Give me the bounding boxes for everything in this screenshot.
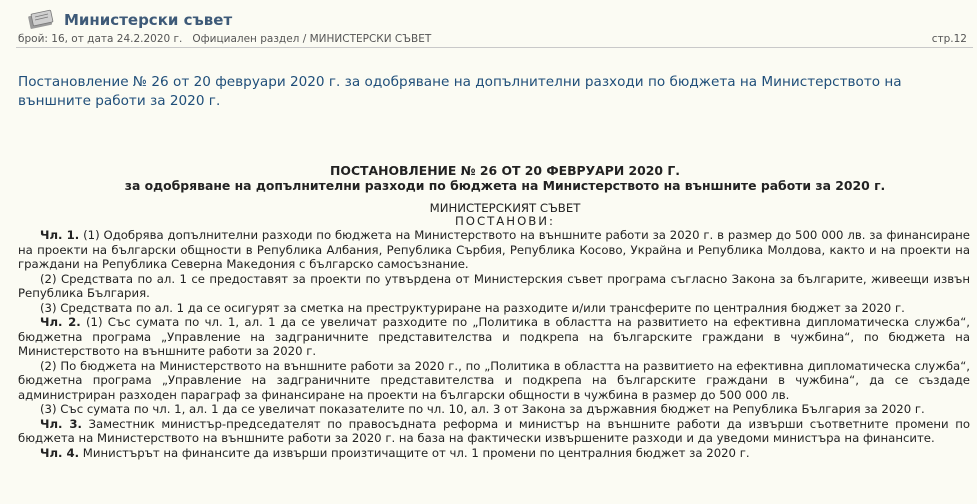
- article-label: Чл. 2.: [40, 315, 81, 329]
- page-number: стр.12: [931, 33, 967, 45]
- article-text: Заместник министър-председателят по правосъдната реформа и министър на външните работи да извърши съответните промени по бюджета на Министерството на външните работи за 2020 г. на база на фактически извършените разходи и да уведоми министъра на финансите.: [18, 416, 970, 445]
- article-text: (1) Със сумата по чл. 1, ал. 1 да се увеличат разходите по „Политика в областта на развитието на ефективна дипломатическа служба“, бюджетна програма „Управление на задграничните представителства и подкрепа на българските граждани в чужбина“, по бюджета на Министерството на външните работи за 2020 г.: [18, 315, 970, 358]
- document-subtitle: за одобряване на допълнителни разходи по бюджета на Министерството на външните работи за 2020 г.: [124, 178, 886, 193]
- article-text: (2) По бюджета на Министерството на външните работи за 2020 г., по „Политика в областта на развитието на ефективна дипломатическа служба“, бюджетна програма „Управление на задграничните представителства и подкрепа на българските граждани в чужбина“, да се създаде администриран разходен параграф за финансиране на проекти на български общности в чужбина в размер до 500 000 лв.: [18, 358, 970, 402]
- article-label: Чл. 4.: [40, 445, 80, 460]
- org-name-link[interactable]: Министерски съвет: [64, 11, 233, 29]
- article-4: [18, 446, 970, 461]
- article-2-para-2: [18, 359, 970, 403]
- document-heading: Постановление № 26 от 20 февруари 2020 г. за одобряване на допълнителни разходи по бюджета на Министерството на външните работи за 2020 г.: [18, 74, 902, 109]
- article-1-para-2: [18, 272, 970, 301]
- article-text: (3) Със сумата по чл. 1, ал. 1 да се увеличат показателите по чл. 10, ал. 3 от Закона за държавния бюджет на Република България за 2020 г.: [40, 402, 925, 416]
- newspaper-logo-icon: [26, 8, 56, 30]
- article-2-para-3: [18, 402, 970, 417]
- article-label: Чл. 3.: [40, 416, 82, 431]
- issue-meta: брой: 16, от дата 24.2.2020 г. Официален раздел / МИНИСТЕРСКИ СЪВЕТ: [18, 33, 432, 45]
- article-3: [18, 417, 970, 446]
- article-label: Чл. 1.: [40, 228, 80, 242]
- article-1: [18, 228, 970, 272]
- decrees-line: ПОСТАНОВИ:: [455, 214, 555, 228]
- header: [0, 0, 977, 48]
- header-divider: [16, 47, 973, 48]
- article-text: Министърът на финансите да извърши произтичащите от чл. 1 промени по централния бюджет за 2020 г.: [79, 445, 750, 460]
- article-text: (2) Средствата по ал. 1 се предоставят за проекти по утвърдена от Министерския съвет програма съгласно Закона за българите, живеещи извън Република България.: [18, 271, 970, 300]
- document-body: [18, 163, 970, 460]
- council-line: МИНИСТЕРСКИЯТ СЪВЕТ: [429, 201, 581, 215]
- article-2: [18, 315, 970, 359]
- article-1-para-3: [18, 301, 970, 316]
- article-text: (1) Одобрява допълнителни разходи по бюджета на Министерството на външните работи за 2020 г. в размер до 500 000 лв. за финансиране на проекти на български общности в Република Албания, Република Сърбия, Република Косово, Украйна и Република Молдова, както и на проекти на граждани на Република Северна Македония с българско самосъзнание.: [18, 228, 970, 271]
- article-text: (3) Средствата по ал. 1 да се осигурят за сметка на преструктуриране на разходите и/или трансферите по централния бюджет за 2020 г.: [40, 300, 905, 315]
- document-title: ПОСТАНОВЛЕНИЕ № 26 ОТ 20 ФЕВРУАРИ 2020 Г.: [330, 163, 680, 178]
